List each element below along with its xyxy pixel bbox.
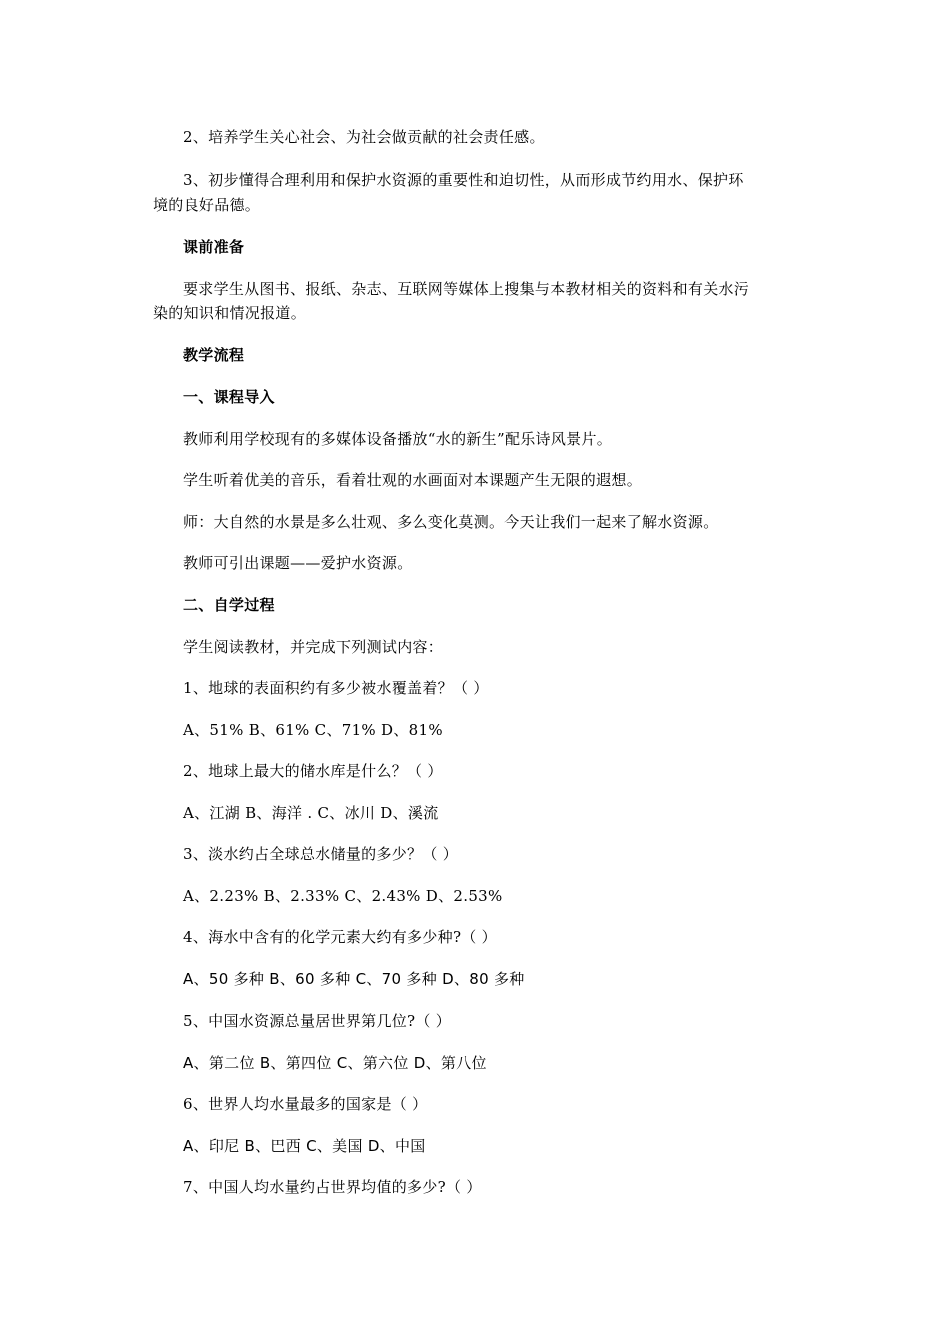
question-3: 3、淡水约占全球总水储量的多少？（ ） (183, 845, 459, 863)
question-2-options: A、江湖 B、海洋 . C、冰川 D、溪流 (183, 804, 439, 822)
question-5-options: A、第二位 B、第四位 C、第六位 D、第八位 (183, 1054, 487, 1072)
question-1-options: A、51% B、61% C、71% D、81% (183, 721, 443, 739)
question-6-options: A、印尼 B、巴西 C、美国 D、中国 (183, 1137, 426, 1155)
prep-text-line2: 染的知识和情况报道。 (153, 304, 307, 322)
goal-3-text-line1: 3、初步懂得合理利用和保护水资源的重要性和迫切性，从而形成节约用水、保护环 (183, 171, 744, 189)
question-4-options: A、50 多种 B、60 多种 C、70 多种 D、80 多种 (183, 970, 525, 988)
intro-line-3: 师：大自然的水景是多么壮观、多么变化莫测。今天让我们一起来了解水资源。 (183, 513, 719, 531)
goal-2-text: 2、培养学生关心社会、为社会做贡献的社会责任感。 (183, 128, 545, 146)
question-7: 7、中国人均水量约占世界均值的多少?（ ） (183, 1178, 482, 1196)
section-2-heading: 二、自学过程 (183, 596, 275, 614)
section-1-heading: 一、课程导入 (183, 388, 275, 406)
selfstudy-intro: 学生阅读教材，并完成下列测试内容： (183, 638, 444, 656)
question-6: 6、世界人均水量最多的国家是（ ） (183, 1095, 428, 1113)
prep-text-line1: 要求学生从图书、报纸、杂志、互联网等媒体上搜集与本教材相关的资料和有关水污 (183, 280, 750, 298)
question-2: 2、地球上最大的储水库是什么？（ ） (183, 762, 443, 780)
question-3-options: A、2.23% B、2.33% C、2.43% D、2.53% (183, 887, 503, 905)
question-5: 5、中国水资源总量居世界第几位?（ ） (183, 1012, 452, 1030)
question-1: 1、地球的表面积约有多少被水覆盖着？（ ） (183, 679, 489, 697)
intro-line-4: 教师可引出课题——爱护水资源。 (183, 554, 413, 572)
intro-line-1: 教师利用学校现有的多媒体设备播放“水的新生”配乐诗风景片。 (183, 430, 613, 448)
prep-heading: 课前准备 (183, 238, 245, 256)
flow-heading: 教学流程 (183, 346, 245, 364)
goal-3-text-line2: 境的良好品德。 (153, 196, 261, 214)
question-4: 4、海水中含有的化学元素大约有多少种?（ ） (183, 928, 497, 946)
intro-line-2: 学生听着优美的音乐，看着壮观的水画面对本课题产生无限的遐想。 (183, 471, 643, 489)
